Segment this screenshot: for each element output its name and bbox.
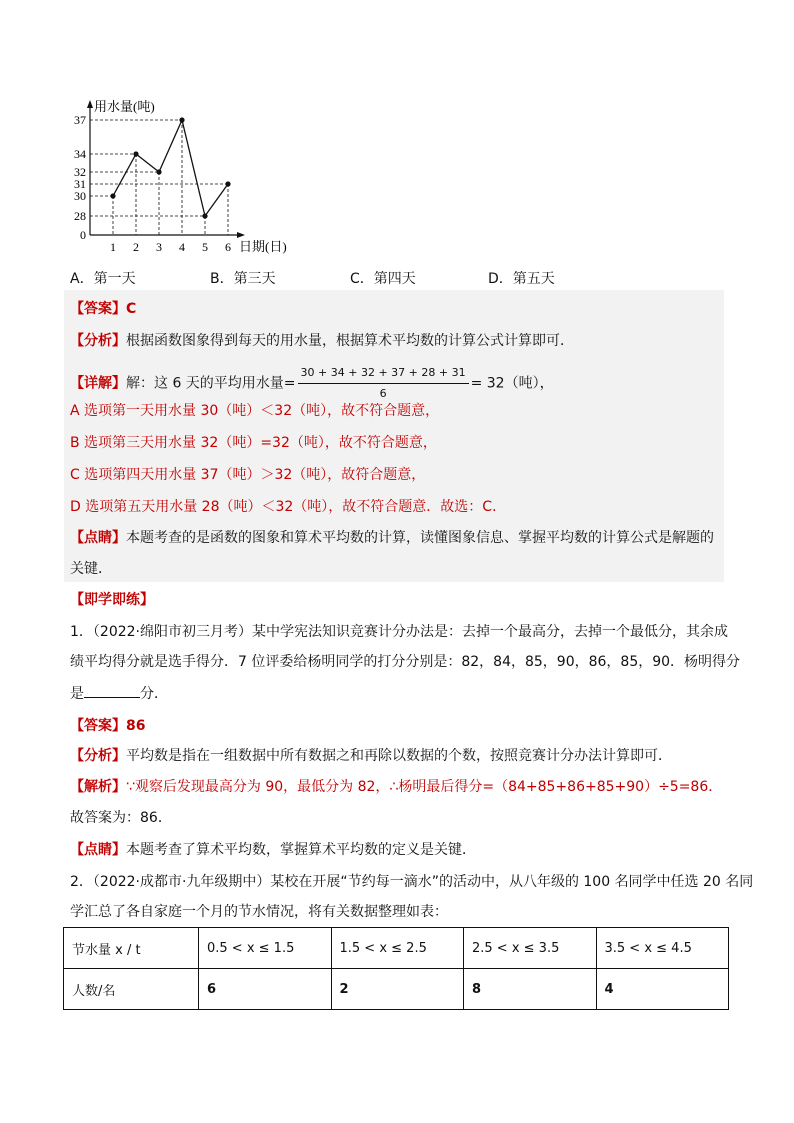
table-cell: 6: [199, 969, 332, 1010]
x-axis-arrow: [237, 232, 245, 238]
ex1-comment: 【点睛】本题考查的是函数的图象和算术平均数的计算，读懂图象信息、掌握平均数的计算公式是解题的: [70, 530, 714, 546]
chart-ticks: [74, 113, 231, 254]
ex1-option-c-check: C 选项第四天用水量 37（吨）＞32（吨），故符合题意，: [70, 467, 426, 483]
chart-guides: [90, 120, 228, 235]
q1-solution: 【解析】∵观察后发现最高分为 90，最低分为 82，∴杨明最后得分=（84+85+86+85+90）÷5=86．: [70, 779, 723, 795]
y-axis-arrow: [87, 100, 93, 108]
table-cell: 人数/名: [64, 969, 199, 1010]
table-cell: 8: [464, 969, 597, 1010]
ex1-option-d-check: D 选项第五天用水量 28（吨）＜32（吨），故不符合题意．故选：C．: [70, 499, 507, 515]
y-tick-label: 32: [74, 165, 86, 179]
x-tick-label: 5: [202, 240, 208, 254]
q2-line1: 2．（2022·成都市·九年级期中）某校在开展“节约每一滴水”的活动中，从八年级的 100 名同学中任选 20 名同: [70, 874, 754, 890]
data-point: [156, 169, 161, 174]
table-cell: 2: [331, 969, 464, 1010]
table-cell: 4: [596, 969, 729, 1010]
y-tick-label: 37: [74, 113, 86, 127]
x-tick-label: 1: [110, 240, 116, 254]
y-axis-label: 用水量(吨): [94, 99, 155, 114]
table-cell: 3.5 < x ≤ 4.5: [596, 928, 729, 969]
average-fraction: $\frac{30 + 34 + 32 + 37 + 28 + 31}{6}$: [298, 363, 469, 404]
option-a[interactable]: A．第一天: [70, 271, 136, 287]
ex1-analysis: 【分析】根据函数图象得到每天的用水量，根据算术平均数的计算公式计算即可．: [70, 333, 574, 349]
answer-blank[interactable]: [84, 683, 140, 698]
table-row: [64, 928, 729, 969]
x-tick-label: 3: [156, 240, 162, 254]
ex1-comment-cont: 关键．: [70, 561, 112, 577]
chart-axes: [87, 100, 245, 238]
data-point: [225, 181, 230, 186]
option-d[interactable]: D．第五天: [488, 271, 555, 287]
x-tick-label: 2: [133, 240, 139, 254]
option-c[interactable]: C．第四天: [350, 271, 416, 287]
ex1-option-b-check: B 选项第三天用水量 32（吨）=32（吨），故不符合题意，: [70, 435, 437, 451]
q1-solution-cont: 故答案为：86．: [70, 810, 172, 826]
data-point: [179, 117, 184, 122]
y-tick-label: 34: [74, 147, 86, 161]
q1-comment: 【点睛】本题考查了算术平均数，掌握算术平均数的定义是关键．: [70, 842, 476, 858]
x-tick-label: 6: [225, 240, 231, 254]
q1-analysis: 【分析】平均数是指在一组数据中所有数据之和再除以数据的个数，按照竞赛计分办法计算即可．: [70, 748, 672, 764]
y-tick-label: 30: [74, 189, 86, 203]
q1-line2: 绩平均得分就是选手得分．7 位评委给杨明同学的打分分别是：82，84，85，90，86，85，90．杨明得分: [70, 654, 741, 670]
practice-title: 【即学即练】: [70, 592, 154, 608]
y-tick-label: 31: [74, 177, 86, 191]
water-saving-table: [63, 927, 729, 1010]
ex1-option-a-check: A 选项第一天用水量 30（吨）＜32（吨），故不符合题意，: [70, 403, 440, 419]
q1-line1: 1．（2022·绵阳市初三月考）某中学宪法知识竞赛计分办法是：去掉一个最高分，去掉一个最低分，其余成: [70, 624, 728, 640]
q1-line3: 是 分．: [70, 683, 168, 704]
q2-line2: 学汇总了各自家庭一个月的节水情况，将有关数据整理如表：: [70, 904, 448, 920]
data-point: [202, 213, 207, 218]
option-b[interactable]: B．第三天: [210, 271, 276, 287]
series-line: [113, 120, 228, 216]
ex1-detail: 【详解】解：这 6 天的平均用水量= $\frac{30 + 34 + 32 + 37 + 28 + 31}{6}$ = 32（吨），: [70, 363, 554, 404]
water-usage-chart: [64, 94, 314, 264]
chart-marks: [110, 117, 230, 218]
table-cell: 2.5 < x ≤ 3.5: [464, 928, 597, 969]
data-point: [110, 193, 115, 198]
x-axis-label: 日期(日): [239, 239, 287, 254]
table-row: [64, 969, 729, 1010]
y-tick-label: 0: [80, 228, 86, 242]
x-tick-label: 4: [179, 240, 185, 254]
q1-answer: 【答案】86: [70, 718, 146, 734]
table-cell: 1.5 < x ≤ 2.5: [331, 928, 464, 969]
table-cell: 0.5 < x ≤ 1.5: [199, 928, 332, 969]
y-tick-label: 28: [74, 209, 86, 223]
table-cell: 节水量 x / t: [64, 928, 199, 969]
data-point: [133, 151, 138, 156]
ex1-answer: 【答案】C: [70, 301, 137, 317]
